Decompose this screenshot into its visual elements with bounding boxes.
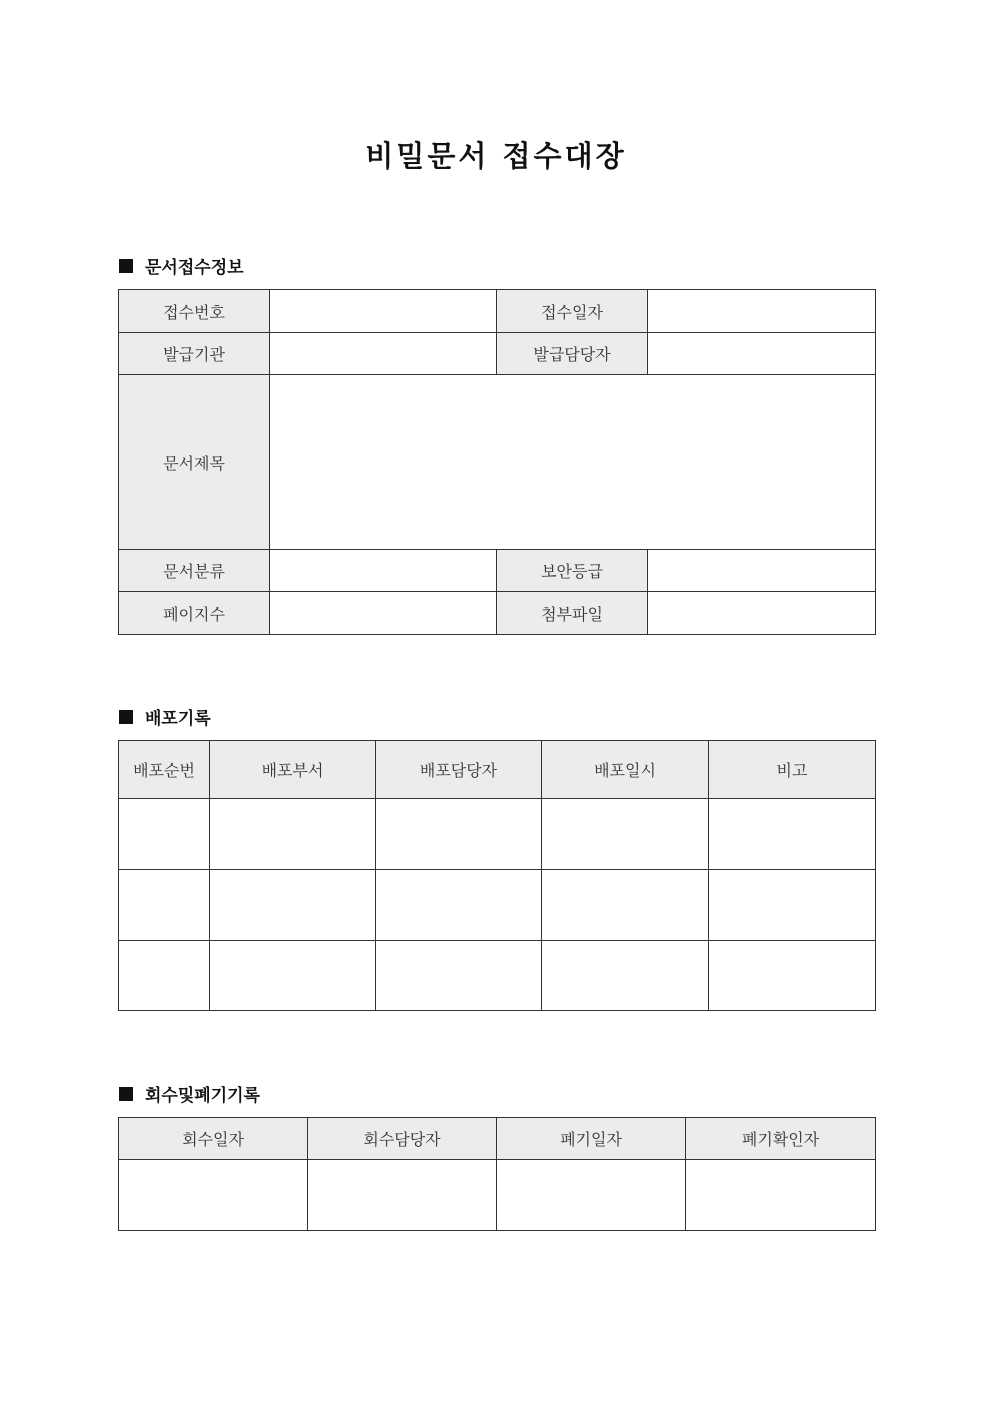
table-cell[interactable]	[497, 1160, 686, 1231]
section-title-distribution	[119, 704, 211, 729]
table-cell[interactable]	[376, 870, 542, 941]
table-cell[interactable]	[542, 870, 709, 941]
table-row	[119, 290, 876, 333]
section-title-text: 배포기록	[145, 709, 211, 729]
table-cell[interactable]	[709, 799, 876, 870]
table-cell[interactable]	[119, 1160, 308, 1231]
doc-title-field[interactable]	[270, 375, 876, 550]
table-row	[119, 1160, 876, 1231]
pages-label: 페이지수	[119, 592, 270, 635]
receipt-no-label: 접수번호	[119, 290, 270, 333]
issuer-person-label: 발급담당자	[497, 333, 648, 375]
table-header-row	[119, 1118, 876, 1160]
issuer-person-field[interactable]	[648, 333, 876, 375]
security-field[interactable]	[648, 550, 876, 592]
section-title-text: 문서접수정보	[145, 258, 244, 278]
table-row	[119, 333, 876, 375]
column-header: 폐기일자	[497, 1118, 686, 1160]
issuer-field[interactable]	[270, 333, 497, 375]
table-cell[interactable]	[119, 870, 210, 941]
page-title: 비밀문서 접수대장	[365, 139, 627, 173]
table-cell[interactable]	[210, 799, 376, 870]
attach-field[interactable]	[648, 592, 876, 635]
section-title-text: 회수및폐기기록	[145, 1086, 260, 1106]
column-header: 회수일자	[119, 1118, 308, 1160]
table-row	[119, 592, 876, 635]
table-cell[interactable]	[376, 799, 542, 870]
table-cell[interactable]	[709, 870, 876, 941]
recovery-table	[118, 1117, 876, 1231]
table-row	[119, 550, 876, 592]
column-header: 폐기확인자	[686, 1118, 876, 1160]
table-cell[interactable]	[119, 941, 210, 1011]
doc-class-label: 문서분류	[119, 550, 270, 592]
section-title-receipt-info	[119, 253, 244, 278]
table-cell[interactable]	[210, 870, 376, 941]
doc-title-label: 문서제목	[119, 375, 270, 550]
column-header: 배포담당자	[376, 741, 542, 799]
table-row	[119, 799, 876, 870]
issuer-label: 발급기관	[119, 333, 270, 375]
table-header-row	[119, 741, 876, 799]
column-header: 비고	[709, 741, 876, 799]
distribution-table	[118, 740, 876, 1011]
doc-class-field[interactable]	[270, 550, 497, 592]
table-cell[interactable]	[686, 1160, 876, 1231]
receipt-date-label: 접수일자	[497, 290, 648, 333]
table-row	[119, 375, 876, 550]
table-row	[119, 870, 876, 941]
table-cell[interactable]	[376, 941, 542, 1011]
receipt-info-table	[118, 289, 876, 635]
table-cell[interactable]	[119, 799, 210, 870]
square-bullet-icon	[119, 1087, 133, 1101]
receipt-date-field[interactable]	[648, 290, 876, 333]
pages-field[interactable]	[270, 592, 497, 635]
table-row	[119, 941, 876, 1011]
column-header: 배포순번	[119, 741, 210, 799]
table-cell[interactable]	[542, 941, 709, 1011]
security-label: 보안등급	[497, 550, 648, 592]
table-cell[interactable]	[210, 941, 376, 1011]
table-cell[interactable]	[308, 1160, 497, 1231]
column-header: 배포일시	[542, 741, 709, 799]
section-title-recovery	[119, 1081, 260, 1106]
table-cell[interactable]	[709, 941, 876, 1011]
column-header: 배포부서	[210, 741, 376, 799]
column-header: 회수담당자	[308, 1118, 497, 1160]
square-bullet-icon	[119, 710, 133, 724]
table-cell[interactable]	[542, 799, 709, 870]
attach-label: 첨부파일	[497, 592, 648, 635]
square-bullet-icon	[119, 259, 133, 273]
receipt-no-field[interactable]	[270, 290, 497, 333]
